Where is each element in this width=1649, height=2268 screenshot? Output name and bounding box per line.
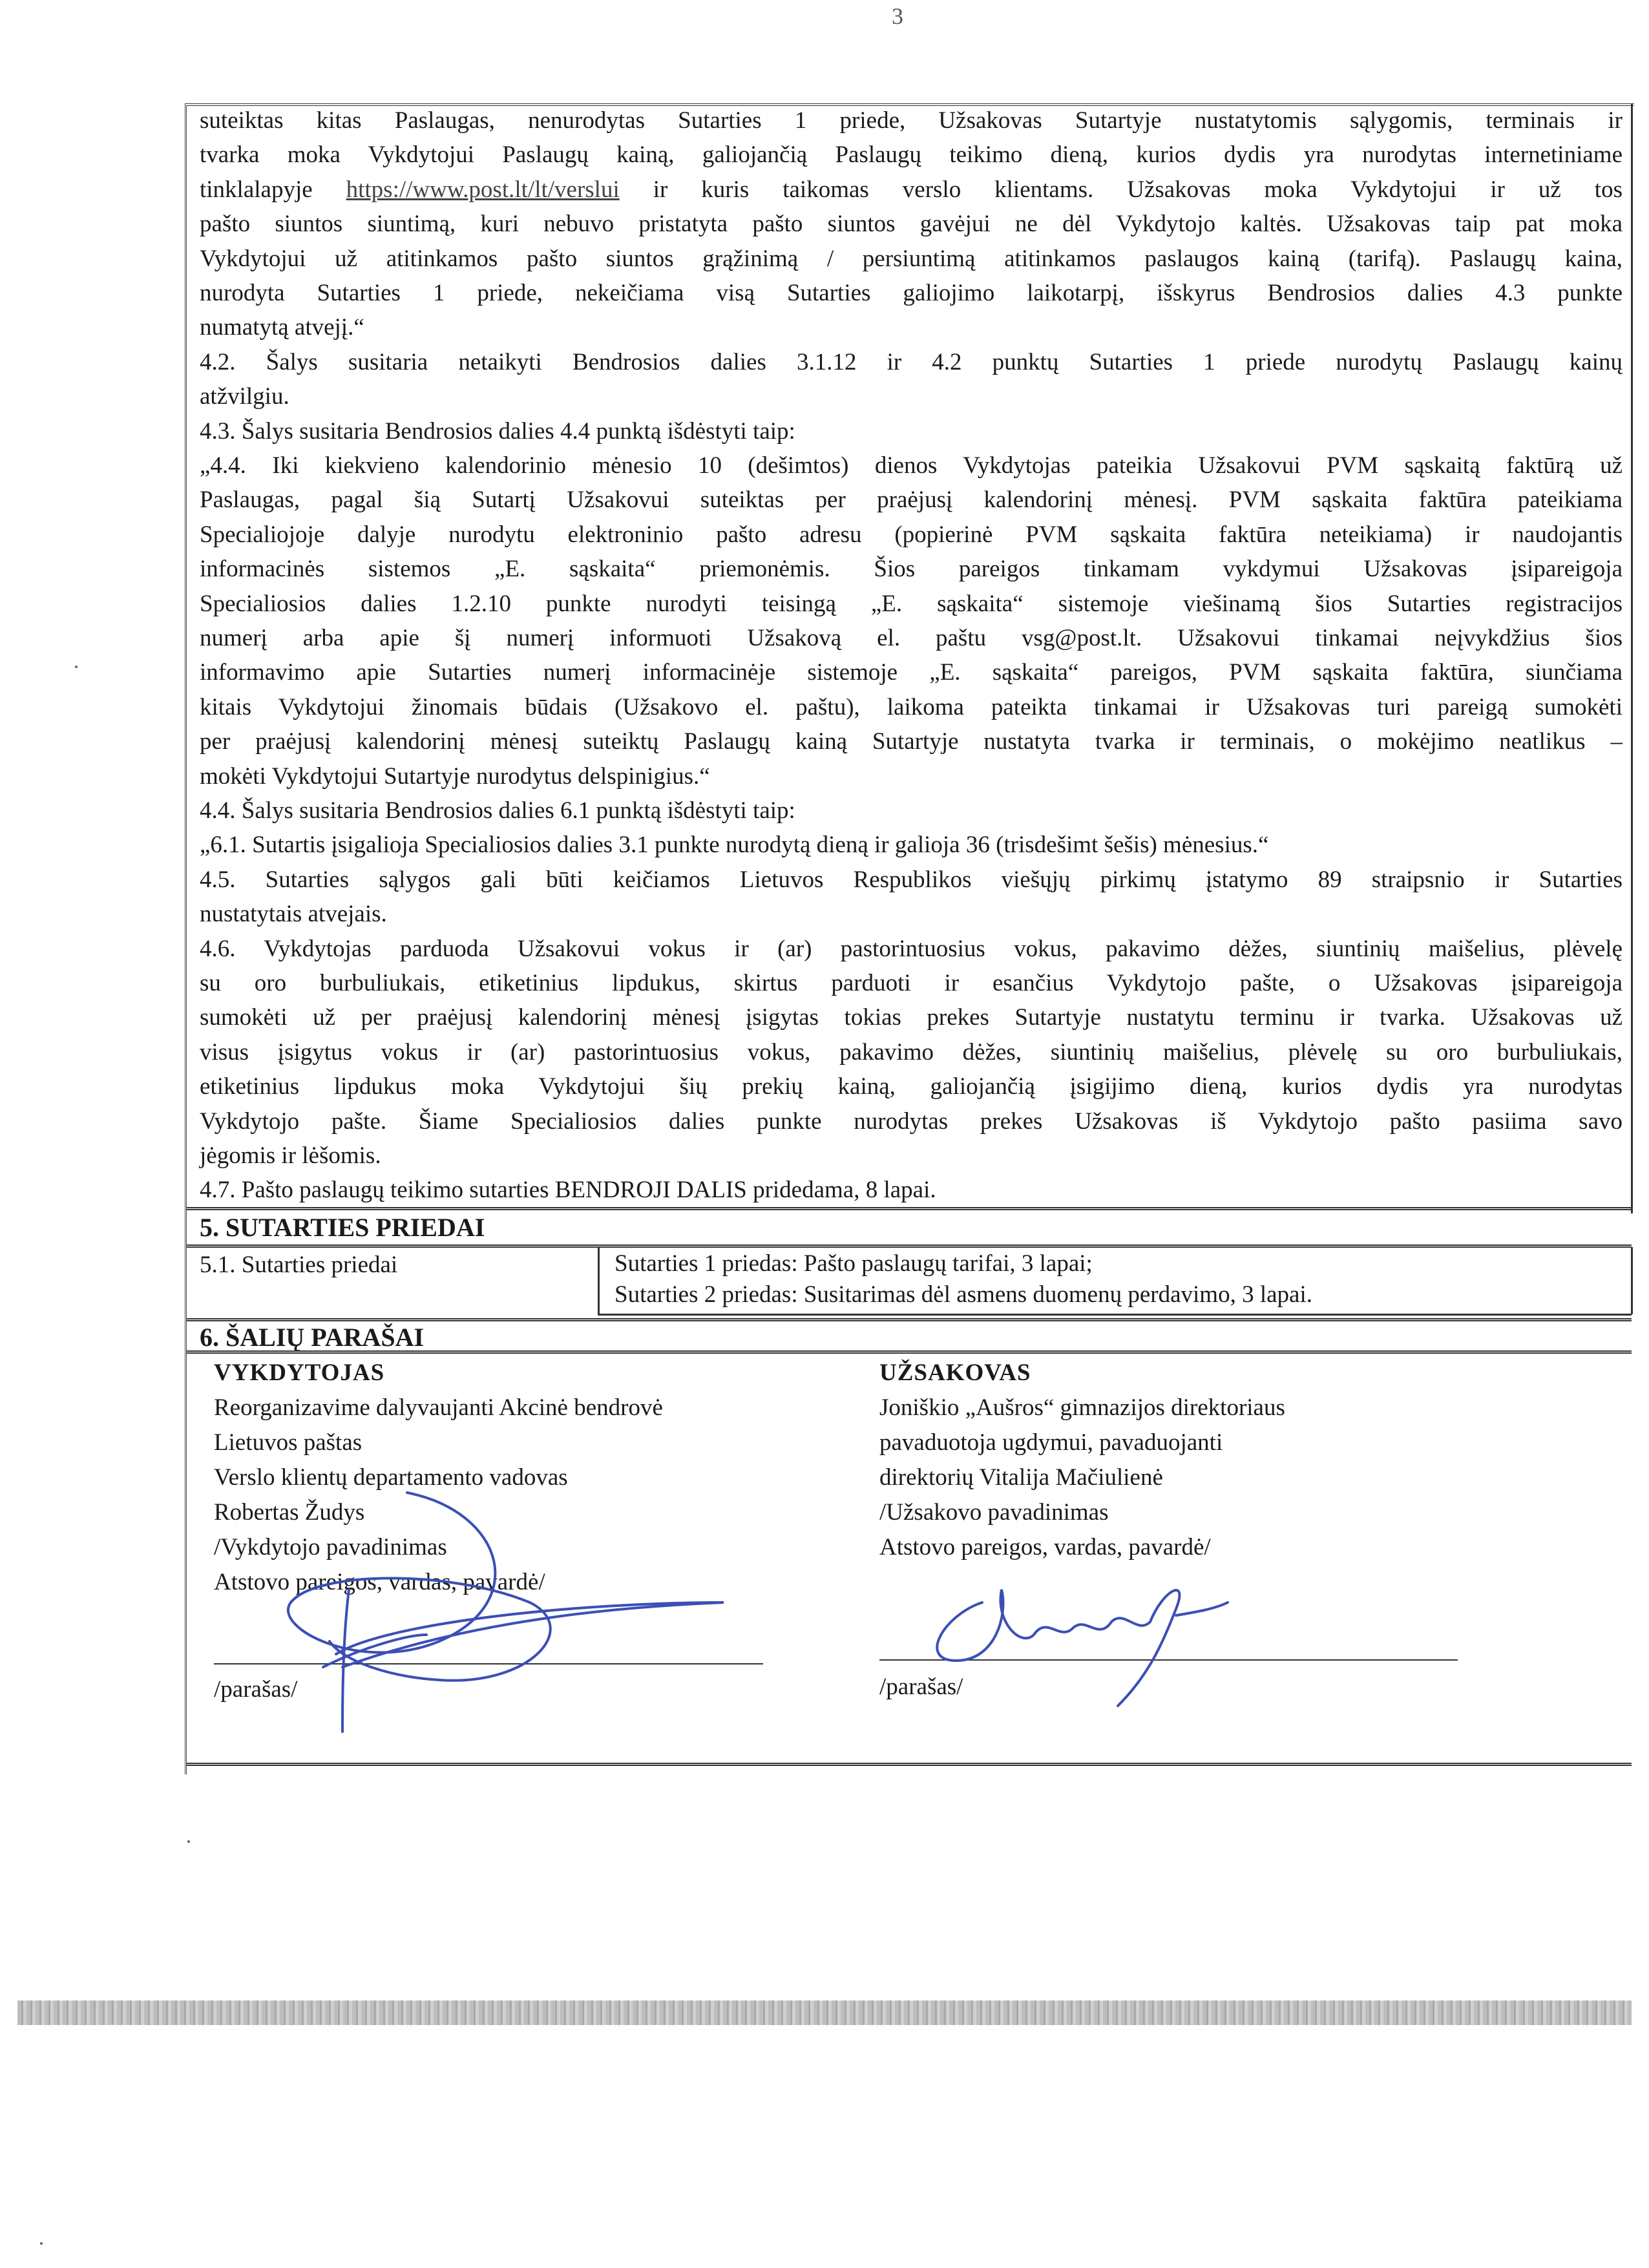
body-text-line: 4.3. Šalys susitaria Bendrosios dalies 4.4 punktą išdėstyti taip:: [200, 417, 795, 445]
scan-artifact-bar: [17, 2000, 1632, 2025]
body-text-line: numatytą atvejį.“: [200, 314, 364, 341]
divider: [598, 1314, 1632, 1316]
body-text-line: 4.4. Šalys susitaria Bendrosios dalies 6.1 punktą išdėstyti taip:: [200, 797, 795, 824]
body-text-line: visus įsigytus vokus ir (ar) pastorintuosius vokus, pakavimo dėžes, siuntinių maišelius, plėvelę su oro burbuliukais,: [200, 1038, 1623, 1066]
body-text-line: nustatytais atvejais.: [200, 901, 387, 928]
table-right-border: [1631, 1247, 1633, 1314]
divider: [187, 1350, 1632, 1354]
section-5-title: 5. SUTARTIES PRIEDAI: [200, 1213, 485, 1242]
scan-speck: [187, 1840, 190, 1843]
executor-line: /Vykdytojo pavadinimas: [214, 1534, 447, 1560]
scan-speck: [75, 666, 78, 668]
body-text-line: su oro burbuliukais, etiketinius lipdukus, skirtus parduoti ir esančius Vykdytojo pašte, o Užsakovas įsipareigoja: [200, 970, 1623, 996]
executor-line: Lietuvos paštas: [214, 1429, 362, 1456]
executor-handwritten-signature: [194, 1473, 775, 1745]
body-text-line: 4.2. Šalys susitaria netaikyti Bendrosios dalies 3.1.12 ir 4.2 punktų Sutarties 1 priede nurodytų Paslaugų kainų: [200, 348, 1623, 375]
body-text-line: informavimo apie Sutarties numerį informacinėje sistemoje „E. sąskaita“ pareigos, PVM sąskaita faktūra, siunčiama: [200, 659, 1623, 686]
body-text-line: atžvilgiu.: [200, 383, 289, 410]
body-text-line: tinklalapyje https://www.post.lt/lt/verslui ir kuris taikomas verslo klientams. Užsakovas moka Vykdytojui ir už tos: [200, 176, 1623, 203]
body-text-line: informacinės sistemos „E. sąskaita“ priemonėmis. Šios pareigos tinkamam vykdymui Užsakovas įsipareigoja: [200, 556, 1623, 583]
executor-line: Robertas Žudys: [214, 1499, 365, 1526]
body-text-line: Specialiosios dalies 1.2.10 punkte nurodyti teisingą „E. sąskaita“ sistemoje viešinamą šios Sutarties registracijos: [200, 590, 1623, 617]
customer-signature-caption: /parašas/: [879, 1674, 963, 1700]
customer-handwritten-signature: [905, 1551, 1241, 1719]
executor-line: Reorganizavime dalyvaujanti Akcinė bendrovė: [214, 1394, 663, 1421]
divider: [187, 1244, 1632, 1248]
body-text-line: „4.4. Iki kiekvieno kalendorinio mėnesio 10 (dešimtos) dienos Vykdytojas pateikia Užsakovui PVM sąskaitą faktūrą už: [200, 452, 1623, 479]
customer-block: [879, 1356, 1285, 1565]
body-text-line: tvarka moka Vykdytojui Paslaugų kainą, galiojančią Paslaugų teikimo dieną, kurios dydis yra nurodytas internetiniame: [200, 142, 1623, 169]
executor-signature-caption: /parašas/: [214, 1676, 298, 1703]
divider: [187, 1207, 1632, 1210]
body-text-line: nurodyta Sutarties 1 priede, nekeičiama visą Sutarties galiojimo laikotarpį, išskyrus Bendrosios dalies 4.3 punkte: [200, 280, 1623, 306]
customer-line: direktorių Vitalija Mačiulienė: [879, 1464, 1163, 1491]
verslui-link[interactable]: https://www.post.lt/lt/verslui: [346, 176, 620, 203]
customer-line: /Užsakovo pavadinimas: [879, 1499, 1109, 1526]
body-text-line: Paslaugas, pagal šią Sutartį Užsakovui suteiktas per praėjusį kalendorinį mėnesį. PVM sąskaita faktūra pateikiama: [200, 487, 1623, 514]
table-column-divider: [598, 1247, 600, 1314]
annex-1: Sutarties 1 priedas: Pašto paslaugų tarifai, 3 lapai;: [614, 1250, 1093, 1277]
table-bottom-border: [187, 1763, 1632, 1766]
body-text-line: pašto siuntos siuntimą, kuri nebuvo pristatyta pašto siuntos gavėjui ne dėl Vykdytojo kaltės. Užsakovas taip pat moka: [200, 211, 1623, 238]
customer-line: pavaduotoja ugdymui, pavaduojanti: [879, 1429, 1223, 1456]
scan-speck: [40, 2242, 43, 2245]
body-text-line: 4.7. Pašto paslaugų teikimo sutarties BENDROJI DALIS pridedama, 8 lapai.: [200, 1177, 936, 1204]
annexes-label: 5.1. Sutarties priedai: [200, 1252, 398, 1278]
body-text-line: etiketinius lipdukus moka Vykdytojui šių prekių kainą, galiojančią įsigijimo dieną, kurios dydis yra nurodytas: [200, 1073, 1623, 1100]
executor-line: Verslo klientų departamento vadovas: [214, 1464, 568, 1491]
body-text-line: per praėjusį kalendorinį mėnesį suteiktų Paslaugų kainą Sutartyje nustatyta tvarka ir terminais, o mokėjimo neatlikus –: [200, 728, 1623, 755]
body-text-line: 4.6. Vykdytojas parduoda Užsakovui vokus ir (ar) pastorintuosius vokus, pakavimo dėžes, siuntinių maišelius, plėvelę: [200, 935, 1623, 962]
customer-line: Joniškio „Aušros“ gimnazijos direktoriaus: [879, 1394, 1285, 1421]
annex-2: Sutarties 2 priedas: Susitarimas dėl asmens duomenų perdavimo, 3 lapai.: [614, 1281, 1312, 1308]
body-text-line: Specialiojoje dalyje nurodytu elektroninio pašto adresu (popierinė PVM sąskaita faktūra neteikiama) ir naudojantis: [200, 521, 1623, 548]
page-number: 3: [892, 3, 903, 29]
divider: [187, 1318, 1632, 1321]
body-text-line: Vykdytojui už atitinkamos pašto siuntos grąžinimą / persiuntimą atitinkamos paslaugos kainą (tarifą). Paslaugų kaina,: [200, 245, 1623, 272]
customer-heading: UŽSAKOVAS: [879, 1360, 1031, 1386]
body-text-line: „6.1. Sutartis įsigalioja Specialiosios dalies 3.1 punkte nurodytą dieną ir galioja 36 (trisdešimt šešis) mėnesius.“: [200, 832, 1269, 859]
body-text-line: kitais Vykdytojui žinomais būdais (Užsakovo el. paštu), laikoma pateikta tinkamai ir Užsakovas turi pareigą sumokėti: [200, 693, 1623, 720]
customer-line: Atstovo pareigos, vardas, pavardė/: [879, 1534, 1211, 1560]
body-text-line: Vykdytojo pašte. Šiame Specialiosios dalies punkte nurodytas prekes Užsakovas iš Vykdytojo pašto pasiima savo: [200, 1108, 1623, 1135]
body-text-line: 4.5. Sutarties sąlygos gali būti keičiamos Lietuvos Respublikos viešųjų pirkimų įstatymo 89 straipsnio ir Sutarties: [200, 866, 1623, 893]
body-text-line: suteiktas kitas Paslaugas, nenurodytas Sutarties 1 priede, Užsakovas Sutartyje nustatytomis sąlygomis, terminais ir: [200, 107, 1623, 134]
section-6-title: 6. ŠALIŲ PARAŠAI: [200, 1323, 425, 1352]
body-text-line: numerį arba apie šį numerį informuoti Užsakovą el. paštu vsg@post.lt. Užsakovui tinkamai neįvykdžius šios: [200, 625, 1623, 651]
body-text-line: mokėti Vykdytojui Sutartyje nurodytus delspinigius.“: [200, 762, 710, 790]
body-text-line: jėgomis ir lėšomis.: [200, 1142, 381, 1169]
body-text-line: sumokėti už per praėjusį kalendorinį mėnesį įsigytas tokias prekes Sutartyje nustatytu terminu ir tvarka. Užsakovas už: [200, 1004, 1623, 1031]
table-right-border: [1631, 103, 1633, 1213]
executor-line: Atstovo pareigos, vardas, pavardė/: [214, 1569, 545, 1595]
executor-heading: VYKDYTOJAS: [214, 1360, 385, 1386]
